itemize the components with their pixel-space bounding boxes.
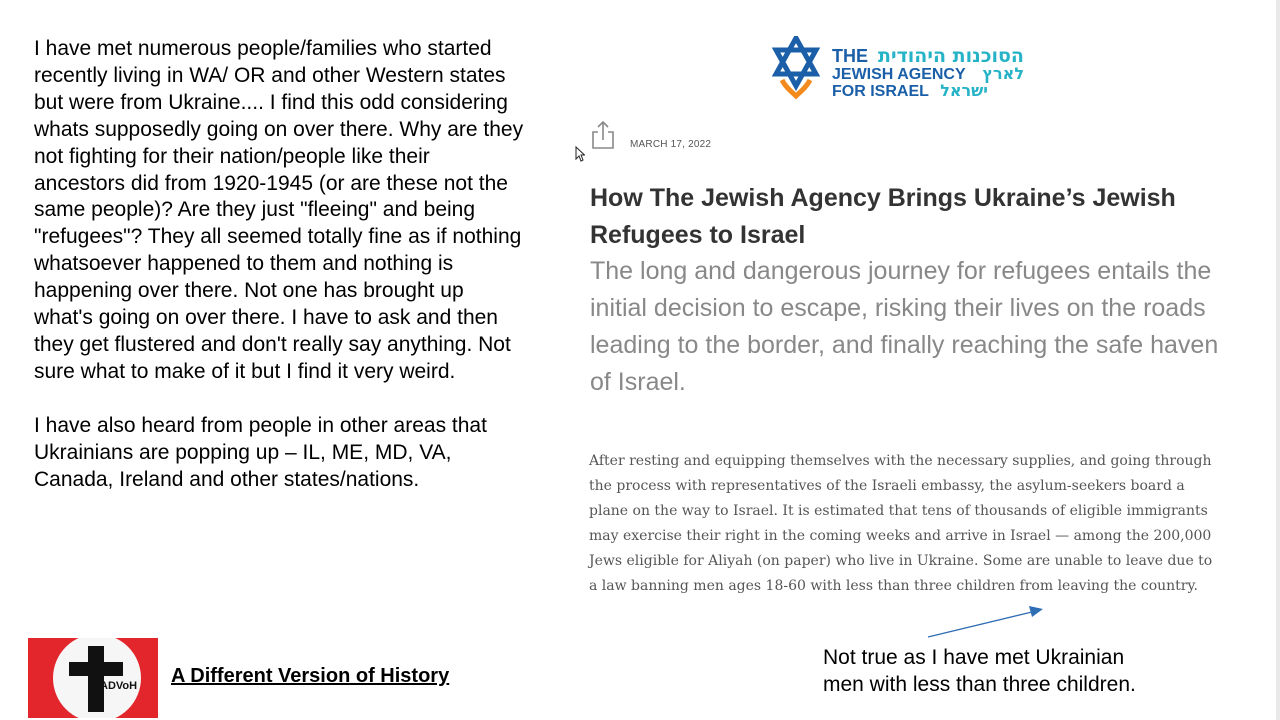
logo-text: ADVoH: [100, 680, 138, 692]
agency-hebrew-line-2: לארץ: [982, 64, 1024, 83]
article-body-paragraph: After resting and equipping themselves with the necessary supplies, and going through the process with representatives of the Israeli embassy, the asylum-seekers board a plane on the way to Israel. It is estimated that tens of thousands of eligible immigrants may exercise their right in the coming weeks and arrive in Israel — among the 200,000 Jews eligible for Aliyah (on paper) who live in Ukraine. Some are unable to leave due to a law banning men ages 18-60 with less than three children from leaving the country.: [589, 453, 1213, 594]
commentary-paragraph-1: I have met numerous people/families who started recently living in WA/ OR and other Western states but were from Ukraine.... I find this odd considering whats supposedly going on over there. Why are they not fighting for their nation/people like their ancestors did from 1920-1945 (or are these not the same people)? Are they just "fleeing" and being "refugees"? They all seemed totally fine as if nothing whatsoever happened to them and nothing is happening over there. Not one has brought up what's going on over there. I have to ask and then they get flustered and don't really say anything. Not sure what to make of it but I find it very weird.: [34, 37, 524, 383]
annotation-arrow: [920, 600, 1050, 642]
cross-icon-bar: [69, 662, 123, 676]
cross-icon: [88, 646, 104, 712]
commentary-text: [34, 36, 524, 521]
channel-title-link[interactable]: A Different Version of History: [171, 665, 450, 687]
scrollbar-edge: [1276, 0, 1280, 720]
agency-name-line-3: FOR ISRAEL: [832, 83, 929, 100]
channel-logo: [28, 638, 158, 718]
annotation-note: Not true as I have met Ukrainian men with less than three children.: [823, 646, 1136, 696]
jewish-agency-logo: [768, 36, 1030, 105]
star-of-david-icon: [768, 36, 1030, 100]
commentary-paragraph-2: I have also heard from people in other areas that Ukrainians are popping up – IL, ME, MD, VA, Canada, Ireland and other states/nations.: [34, 413, 487, 491]
article-subheadline: The long and dangerous journey for refugees entails the initial decision to escape, risking their lives on the roads leading to the border, and finally reaching the safe haven of Israel.: [590, 257, 1219, 396]
article-headline: How The Jewish Agency Brings Ukraine’s Jewish Refugees to Israel: [590, 184, 1176, 249]
agency-hebrew-line-3: ישראל: [940, 81, 988, 100]
agency-hebrew-line-1: הסוכנות היהודית: [878, 45, 1024, 67]
mouse-cursor-icon: [575, 146, 585, 167]
share-icon[interactable]: [591, 120, 615, 155]
agency-name-line-2: JEWISH AGENCY: [832, 66, 966, 83]
article-date: MARCH 17, 2022: [630, 139, 712, 150]
agency-name-line-1: THE: [832, 46, 868, 66]
